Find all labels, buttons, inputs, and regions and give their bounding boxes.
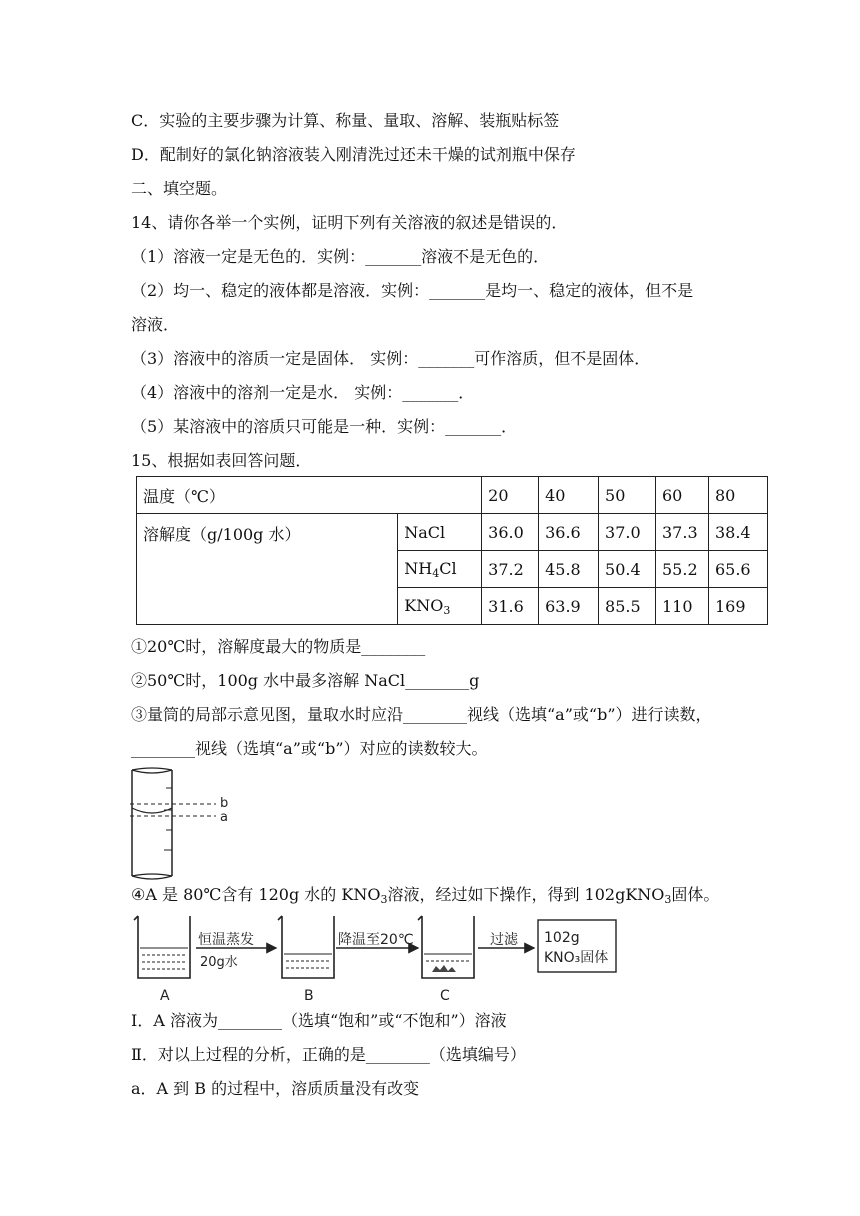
beaker-label-a: A	[160, 988, 170, 1004]
value-cell: 50.4	[599, 551, 656, 588]
question-15-part-3: ③量筒的局部示意见图，量取水时应沿________视线（选填“a”或“b”）进行读数，	[131, 705, 712, 724]
question-15-part-3-continued: ________视线（选填“a”或“b”）对应的读数较大。	[131, 739, 488, 758]
question-15-roman-1: Ⅰ．A 溶液为________（选填“饱和”或“不饱和”）溶液	[131, 1011, 507, 1030]
beaker-label-c: C	[440, 988, 450, 1004]
option-c: C．实验的主要步骤为计算、称量、量取、溶解、装瓶贴标签	[131, 111, 560, 130]
value-cell: 37.3	[656, 514, 709, 551]
solubility-table	[136, 476, 768, 625]
beaker-c	[418, 916, 474, 978]
substance-name: NaCl	[398, 514, 482, 551]
temp-cell: 80	[708, 477, 767, 514]
question-14-part-3: （3）溶液中的溶质一定是固体． 实例：_______可作溶质，但不是固体．	[131, 349, 651, 368]
question-14-part-2: （2）均一、稳定的液体都是溶液．实例：_______是均一、稳定的液体，但不是	[131, 281, 694, 300]
step1-sublabel: 20g水	[200, 955, 238, 970]
temp-cell: 50	[599, 477, 656, 514]
question-15-part-4: ④A 是 80℃含有 120g 水的 $KNO_3$溶液，经过如下操作，得到 102gKNO$_3$固体。	[131, 885, 720, 906]
kno3-process-diagram	[128, 910, 628, 1008]
value-cell: 65.6	[708, 551, 767, 588]
beaker-label-b: B	[304, 988, 314, 1004]
beaker-b	[278, 916, 334, 978]
step3-label: 过滤	[490, 932, 518, 948]
value-cell: 45.8	[539, 551, 599, 588]
question-14-part-2-continued: 溶液．	[131, 315, 180, 334]
temperature-header: 温度（℃）	[137, 477, 482, 514]
value-cell: 110	[656, 588, 709, 625]
value-cell: 31.6	[482, 588, 539, 625]
section-heading-fill-in: 二、填空题。	[131, 179, 228, 198]
temp-cell: 20	[482, 477, 539, 514]
result-box	[538, 920, 616, 972]
temp-cell: 60	[656, 477, 709, 514]
svg-text:KNO₃固体: KNO₃固体	[544, 950, 609, 966]
beaker-a	[134, 916, 190, 978]
question-14-part-4: （4）溶液中的溶剂一定是水． 实例：_______．	[131, 383, 475, 402]
value-cell: 36.0	[482, 514, 539, 551]
step2-label: 降温至20℃	[338, 932, 414, 948]
value-cell: 36.6	[539, 514, 599, 551]
question-15-part-1: ①20℃时，溶解度最大的物质是________	[131, 637, 426, 656]
question-15: 15、根据如表回答问题．	[131, 451, 312, 470]
question-14: 14、请你各举一个实例，证明下列有关溶液的叙述是错误的．	[131, 213, 568, 232]
question-15-part-2: ②50℃时，100g 水中最多溶解 NaCl________g	[131, 671, 480, 690]
value-cell: 37.0	[599, 514, 656, 551]
table-row-nacl	[137, 514, 768, 551]
value-cell: 63.9	[539, 588, 599, 625]
question-15-roman-2: Ⅱ．对以上过程的分析，正确的是________（选填编号）	[131, 1045, 526, 1064]
option-d: D．配制好的氯化钠溶液装入刚清洗过还未干燥的试剂瓶中保存	[131, 145, 576, 164]
value-cell: 55.2	[656, 551, 709, 588]
value-cell: 85.5	[599, 588, 656, 625]
svg-text:102g: 102g	[544, 930, 580, 946]
answer-option-a: a．A 到 B 的过程中，溶质质量没有改变	[131, 1079, 420, 1098]
value-cell: 37.2	[482, 551, 539, 588]
solubility-header: 溶解度（g/100g 水）	[137, 514, 398, 625]
table-row-temperature	[137, 477, 768, 514]
question-14-part-1: （1）溶液一定是无色的．实例：_______溶液不是无色的．	[131, 247, 550, 266]
sightline-label-a: a	[220, 810, 228, 825]
question-14-part-5: （5）某溶液中的溶质只可能是一种．实例：_______．	[131, 417, 518, 436]
temp-cell: 40	[539, 477, 599, 514]
substance-name: $NH_4Cl$	[398, 551, 482, 588]
value-cell: 169	[708, 588, 767, 625]
substance-name: $KNO_3$	[398, 588, 482, 625]
value-cell: 38.4	[708, 514, 767, 551]
sightline-label-b: b	[220, 796, 229, 811]
graduated-cylinder-diagram	[128, 766, 238, 880]
step1-label: 恒温蒸发	[198, 932, 254, 948]
